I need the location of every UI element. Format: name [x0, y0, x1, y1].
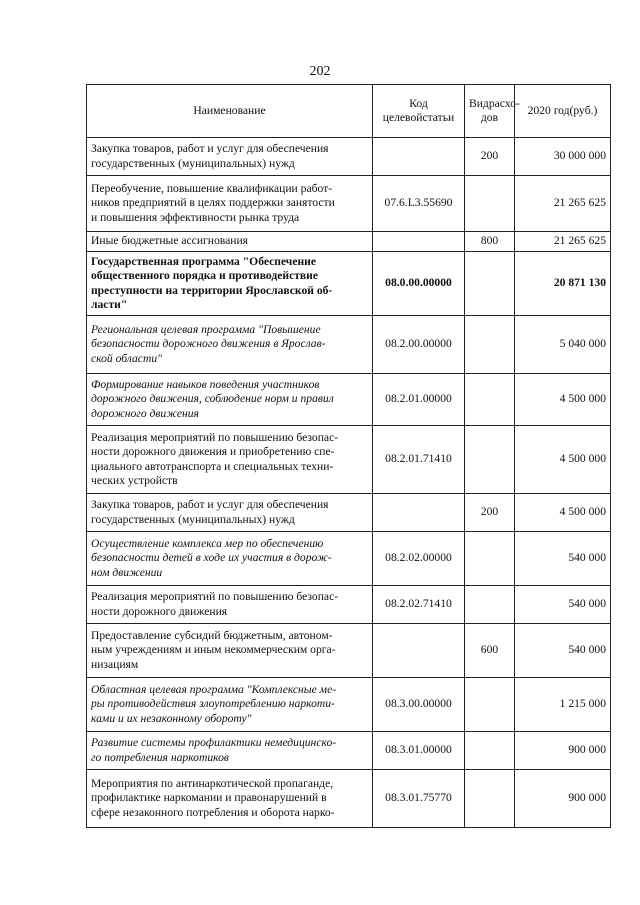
cell-name — [87, 316, 373, 374]
cell-code — [373, 138, 465, 176]
text-line: ками и их незаконному обороту" — [91, 711, 252, 725]
text-line: Закупка товаров, работ и услуг для обеспечения — [91, 142, 329, 156]
table-row — [87, 426, 611, 494]
text-line: дов — [480, 111, 499, 124]
text-line: профилактике наркомании и правонарушений в — [91, 791, 327, 805]
text-line: циального автотранспорта и специальных техни- — [91, 459, 334, 473]
text-line: статьи — [422, 111, 455, 124]
text-line: Код целевой — [382, 96, 428, 124]
cell-name — [87, 176, 373, 232]
cell-name — [87, 232, 373, 252]
cell-code: 08.2.01.71410 — [373, 426, 465, 494]
cell-sum: 4 500 000 — [515, 494, 611, 532]
text-line: Формирование навыков поведения участников — [91, 378, 320, 392]
cell-type — [465, 316, 515, 374]
cell-sum: 20 871 130 — [515, 252, 611, 316]
text-line: государственных (муниципальных) нужд — [91, 512, 295, 526]
cell-name — [87, 494, 373, 532]
cell-name — [87, 770, 373, 828]
cell-type: 600 — [465, 624, 515, 678]
cell-code: 08.2.01.00000 — [373, 374, 465, 426]
text-line: Областная целевая программа "Комплексные ме- — [91, 683, 337, 697]
cell-type — [465, 252, 515, 316]
text-line: 2020 год — [527, 103, 570, 117]
cell-sum: 4 500 000 — [515, 374, 611, 426]
text-line: ласти" — [91, 297, 128, 311]
cell-name — [87, 732, 373, 770]
cell-name — [87, 374, 373, 426]
table-row — [87, 374, 611, 426]
cell-sum: 540 000 — [515, 586, 611, 624]
table-row — [87, 678, 611, 732]
page-number: 202 — [309, 64, 331, 79]
text-line: Региональная целевая программа "Повышение — [91, 323, 321, 337]
cell-name — [87, 586, 373, 624]
cell-name — [87, 426, 373, 494]
cell-name — [87, 252, 373, 316]
cell-code: 08.3.00.00000 — [373, 678, 465, 732]
text-line: безопасности детей в ходе их участия в дорож- — [91, 551, 332, 565]
cell-sum: 21 265 625 — [515, 232, 611, 252]
text-line: (руб.) — [569, 103, 598, 117]
cell-type — [465, 586, 515, 624]
cell-sum: 540 000 — [515, 624, 611, 678]
text-line: и повышения эффективности рынка труда — [91, 210, 300, 224]
table-row — [87, 252, 611, 316]
text-line: ном движении — [91, 565, 163, 579]
header-sum — [515, 85, 611, 138]
header-type — [465, 85, 520, 138]
text-line: общественного порядка и противодействие — [91, 269, 318, 283]
cell-name — [87, 532, 373, 586]
cell-type — [465, 374, 515, 426]
text-line: сфере незаконного потребления и оборота нарко- — [91, 805, 335, 819]
table-row — [87, 494, 611, 532]
cell-code: 08.2.00.00000 — [373, 316, 465, 374]
cell-sum: 4 500 000 — [515, 426, 611, 494]
cell-sum: 30 000 000 — [515, 138, 611, 176]
cell-code — [373, 494, 465, 532]
header-name — [87, 85, 373, 138]
table-row — [87, 770, 611, 828]
text-line: Государственная программа "Обеспечение — [91, 255, 317, 269]
cell-sum: 5 040 000 — [515, 316, 611, 374]
table-row — [87, 232, 611, 252]
text-line: го потребления наркотиков — [91, 750, 229, 764]
text-line: Реализация мероприятий по повышению безопас- — [91, 590, 339, 604]
text-line: Развитие системы профилактики немедицинско- — [91, 736, 337, 750]
table-row — [87, 532, 611, 586]
cell-code: 07.6.L3.55690 — [373, 176, 465, 232]
cell-type — [465, 732, 515, 770]
text-line: дорожного движения — [91, 406, 199, 420]
text-line: государственных (муниципальных) нужд — [91, 156, 295, 170]
text-line: дорожного движения, соблюдение норм и правил — [91, 392, 334, 406]
table-header-row — [87, 85, 611, 138]
text-line: безопасности дорожного движения в Ярослав- — [91, 337, 326, 351]
text-line: Предоставление субсидий бюджетным, автоном- — [91, 629, 333, 643]
cell-code: 08.0.00.00000 — [373, 252, 465, 316]
text-line: ности дорожного движения — [91, 604, 228, 618]
text-line: Вид — [469, 96, 489, 110]
table-row — [87, 316, 611, 374]
text-line: Реализация мероприятий по повышению безопас- — [91, 431, 339, 445]
text-line: Закупка товаров, работ и услуг для обеспечения — [91, 498, 329, 512]
cell-type — [465, 426, 515, 494]
cell-code — [373, 624, 465, 678]
cell-type — [465, 678, 515, 732]
cell-name — [87, 678, 373, 732]
cell-name — [87, 138, 373, 176]
text-line: ников предприятий в целях поддержки занятости — [91, 196, 335, 210]
text-line: Наименование — [193, 103, 266, 117]
cell-type — [465, 176, 515, 232]
cell-name — [87, 624, 373, 678]
table-body — [87, 138, 611, 828]
text-line: Иные бюджетные ассигнования — [91, 234, 248, 248]
cell-sum: 21 265 625 — [515, 176, 611, 232]
text-line: Переобучение, повышение квалификации работ- — [91, 182, 333, 196]
text-line: ности дорожного движения и приобретению спе- — [91, 445, 335, 459]
cell-sum: 900 000 — [515, 770, 611, 828]
cell-type: 800 — [465, 232, 515, 252]
table-row — [87, 732, 611, 770]
cell-code: 08.3.01.75770 — [373, 770, 465, 828]
cell-type — [465, 770, 515, 828]
text-line: преступности на территории Ярославской об- — [91, 283, 333, 297]
cell-sum: 900 000 — [515, 732, 611, 770]
cell-code: 08.3.01.00000 — [373, 732, 465, 770]
text-line: Мероприятия по антинаркотической пропаганде, — [91, 777, 334, 791]
header-code — [373, 85, 465, 138]
cell-code: 08.2.02.00000 — [373, 532, 465, 586]
cell-sum: 540 000 — [515, 532, 611, 586]
budget-table — [86, 84, 611, 828]
cell-code: 08.2.02.71410 — [373, 586, 465, 624]
text-line: низациям — [91, 657, 139, 671]
cell-sum: 1 215 000 — [515, 678, 611, 732]
cell-type: 200 — [465, 138, 515, 176]
text-line: расхо- — [488, 96, 520, 110]
text-line: ской области" — [91, 351, 162, 365]
table-row — [87, 624, 611, 678]
text-line: ры противодействия злоупотреблению наркоти- — [91, 697, 335, 711]
cell-type: 200 — [465, 494, 515, 532]
table-row — [87, 176, 611, 232]
table-row — [87, 138, 611, 176]
text-line: Осуществление комплекса мер по обеспечению — [91, 537, 324, 551]
text-line: ным учреждениям и иным некоммерческим орга- — [91, 643, 336, 657]
text-line: ческих устройств — [91, 473, 178, 487]
table-row — [87, 586, 611, 624]
cell-type — [465, 532, 515, 586]
cell-code — [373, 232, 465, 252]
